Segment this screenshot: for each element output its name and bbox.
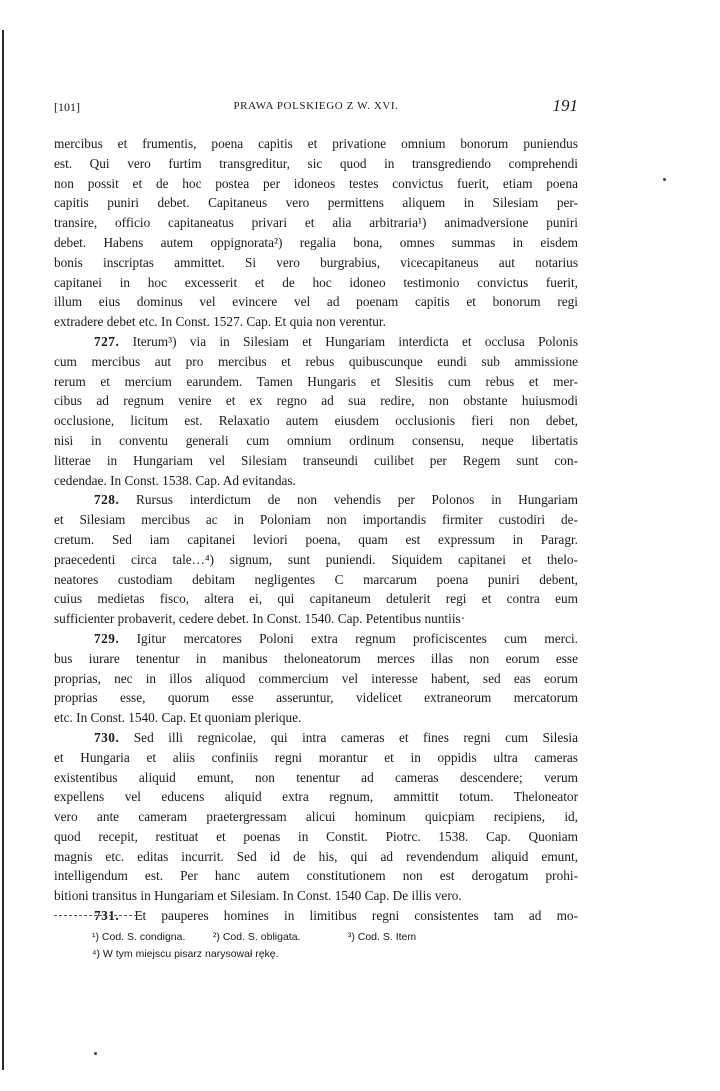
text-line: illum eius dominus vel evincere vel ad poenam capitis et bonorum regi [54,294,578,310]
text-line: transire, officio capitaneatus privari et alia arbitraria¹) animadversione puniri [54,215,578,231]
text-line: praecedenti circa tale…⁴) signum, sunt puniendi. Siquidem capitanei et thelo- [54,551,578,567]
text-line: intelligendum est. Per hanc autem constitutionem non est derogatum prohi- [54,868,578,884]
text-line: proprias esse, quorum esse asseruntur, videlicet extraneorum mercatorum [54,690,578,706]
footnote-row [92,946,416,963]
text-line: capitis puniri debet. Capitaneus vero permittens aliquem in Silesiam per- [54,195,578,211]
text-line: cretum. Sed iam capitanei leviori poena, quam est expressum in Paragr. [54,531,578,547]
text-line: cuius medietas fisco, altera ei, qui capitaneum detulerit regi et contra eum [54,591,578,607]
running-header [54,98,578,120]
text-line: debet. Habens autem oppignorata²) regalia bona, omnes summas in eisdem [54,234,578,250]
text-line: litterae in Hungariam vel Silesiam transeundi cuilibet per Regem sunt con- [54,452,578,468]
text-line: capitanei in hoc excesserit et de hoc idoneo testimonio convictus fuerit, [54,274,578,290]
text-line: est. Qui vero furtim transgreditur, sic quod in transgrediendo comprehendi [54,155,578,171]
text-line: magnis etc. editas incurrit. Sed id de his, qui ad revendendum aliquid emunt, [54,848,578,864]
section-text: Et pauperes homines in limitibus regni consistentes tam ad mo- [134,908,578,924]
text-line: existentibus aliquid emunt, non tenentur ad cameras descendere; verum [54,769,578,785]
header-bracket-page: [101] [54,100,80,114]
section-first-line [54,728,578,748]
section-number: 729. [94,630,120,646]
footnote-4: ⁴) W tym miejscu pisarz narysował rękę. [92,948,279,960]
footnote-row [92,929,416,946]
section-number: 731. [94,908,120,924]
section-first-line [54,332,578,352]
text-line: non possit et de hoc postea per idoneos testes convictus fuerit, etiam poena [54,175,578,191]
body-text [54,134,578,926]
section-number: 727. [94,333,120,349]
section-number: 728. [94,492,120,508]
text-line: rerum et mercium earundem. Tamen Hungaris et Slesitis cum rebus et mer- [54,373,578,389]
text-line: et Hungaria et aliis confiniis regni morantur et in oppidis ultra cameras [54,749,578,765]
margin-speck [94,1052,97,1055]
section-number: 730. [94,729,120,745]
text-line: etc. In Const. 1540. Cap. Et quoniam plerique. [54,710,302,726]
section-text: Sed illi regnicolae, qui intra cameras et fines regni cum Silesia [133,729,578,745]
section-text: Rursus interdictum de non vehendis per Polonos in Hungariam [136,492,578,508]
footnote-rule [54,915,142,917]
section-first-line [54,629,578,649]
footnote-1: ¹) Cod. S. condigna. [92,931,186,943]
document-page [54,98,578,926]
section-text: Igitur mercatores Poloni extra regnum proficiscentes cum merci. [136,630,578,646]
text-line: bonis inscriptas ammittet. Si vero burgrabius, vicecapitaneus aut notarius [54,254,578,270]
text-line: bus iurare tenentur in manibus theloneatorum merces illas non eorum esse [54,650,578,666]
text-line: cedendae. In Const. 1538. Cap. Ad evitandas. [54,472,296,488]
text-line: neatores custodiam debitam negligentes C marcarum poena puniri debent, [54,571,578,587]
text-line: extradere debet etc. In Const. 1527. Cap. Et quia non verentur. [54,314,386,330]
text-line: proprias, nec in illos aliquod commercium vel interesse habent, sed eas eorum [54,670,578,686]
page-binding-edge [2,30,4,1070]
text-line: quod recepit, restituat et poenas in Constit. Piotrc. 1538. Cap. Quoniam [54,828,578,844]
text-line: expellens vel educens aliquid extra regnum, ammittit totum. Theloneator [54,789,578,805]
text-line: sufficienter probaverit, cedere debet. In Const. 1540. Cap. Petentibus nuntiis· [54,611,466,627]
section-text: Iterum³) via in Silesiam et Hungariam interdicta et occlusa Polonis [132,333,579,349]
text-line: cum mercibus aut pro mercibus et rebus quibuscunque eundi sub ammissione [54,353,578,369]
text-line: occlusione, licitum est. Relaxatio autem eiusdem occlusionis fieri non debet, [54,413,578,429]
text-line: et Silesiam mercibus ac in Poloniam non importandis firmiter custodiri de- [54,512,578,528]
header-title: PRAWA POLSKIEGO Z W. XVI. [233,100,399,112]
footnote-2: ²) Cod. S. obligata. [212,931,301,943]
text-line: mercibus et frumentis, poena capitis et privatione omnium bonorum puniendus [54,136,578,151]
footnote-3: ³) Cod. S. Item [347,931,417,943]
text-line: bitioni transitus in Hungariam et Silesiam. In Const. 1540 Cap. De illis vero. [54,888,462,904]
margin-speck [663,178,666,181]
footnotes [92,929,416,963]
page-number: 191 [552,96,578,115]
text-line: cibus ad regnum venire et ex regno ad sua redire, non obstante huiusmodi [54,393,578,409]
text-line: vero ante cameram praetergressam alicui hominum quicpiam recipiens, id, [54,809,578,825]
text-line: nisi in conventu generali cum omnium ordinum consensu, neque libertatis [54,432,578,448]
section-first-line [54,490,578,510]
